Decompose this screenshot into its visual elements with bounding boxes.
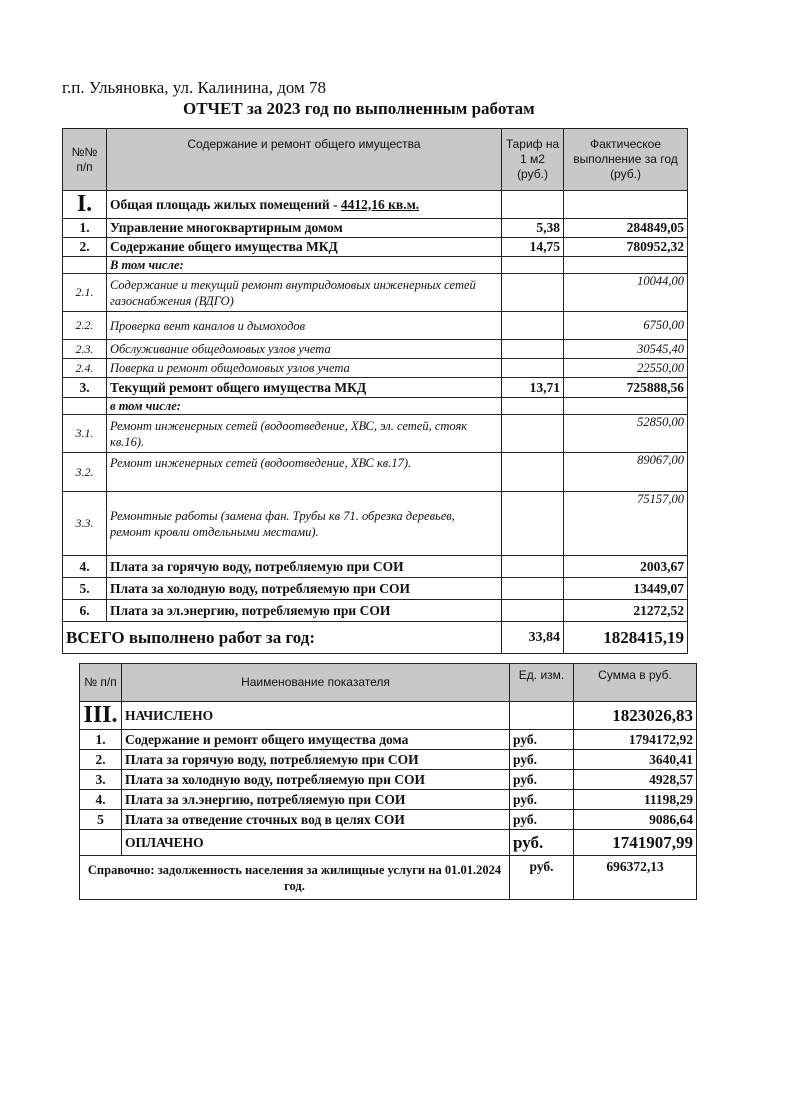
col-name-header: Наименование показателя bbox=[122, 664, 510, 702]
table-row: 2.2. Проверка вент каналов и дымоходов 6750,00 bbox=[63, 312, 688, 340]
col-num-header: №№ п/п bbox=[63, 129, 107, 191]
col-actual-header: Фактическое выполнение за год (руб.) bbox=[564, 129, 688, 191]
section-i-row bbox=[63, 191, 688, 219]
table-row: 2. Содержание общего имущества МКД 14,75 780952,32 bbox=[63, 238, 688, 257]
section-number: I. bbox=[63, 191, 107, 219]
table-row: 6. Плата за эл.энергию, потребляемую при СОИ 21272,52 bbox=[63, 600, 688, 622]
table-row: 1. Содержание и ремонт общего имущества дома руб. 1794172,92 bbox=[80, 730, 697, 750]
table-row: 2.3. Обслуживание общедомовых узлов учета 30545,40 bbox=[63, 340, 688, 359]
charges-table-header bbox=[80, 664, 697, 702]
table-row: 1. Управление многоквартирным домом 5,38 284849,05 bbox=[63, 219, 688, 238]
works-table-header bbox=[63, 129, 688, 191]
table-row: 2. Плата за горячую воду, потребляемую при СОИ руб. 3640,41 bbox=[80, 750, 697, 770]
total-row bbox=[63, 622, 688, 654]
table-row: 2.4. Поверка и ремонт общедомовых узлов учета 22550,00 bbox=[63, 359, 688, 378]
table-row: 3.1. Ремонт инженерных сетей (водоотведение, ХВС, эл. сетей, стояк кв.16). 52850,00 bbox=[63, 415, 688, 453]
col-tariff-header: Тариф на 1 м2 (руб.) bbox=[502, 129, 564, 191]
table-row: 2.1. Содержание и текущий ремонт внутридомовых инженерных сетей газоснабжения (ВДГО) 10044,00 bbox=[63, 274, 688, 312]
table-row: 3. Текущий ремонт общего имущества МКД 13,71 725888,56 bbox=[63, 378, 688, 398]
charges-table bbox=[79, 663, 697, 900]
address-line: г.п. Ульяновка, ул. Калинина, дом 78 bbox=[62, 78, 327, 97]
table-row: 5. Плата за холодную воду, потребляемую при СОИ 13449,07 bbox=[63, 578, 688, 600]
table-row: 4. Плата за эл.энергию, потребляемую при СОИ руб. 11198,29 bbox=[80, 790, 697, 810]
total-label: ВСЕГО выполнено работ за год: bbox=[63, 622, 502, 654]
col-num-header: № п/п bbox=[80, 664, 122, 702]
paid-row: ОПЛАЧЕНО руб. 1741907,99 bbox=[80, 830, 697, 856]
debt-note: Справочно: задолженность населения за жилищные услуги на 01.01.2024 год. bbox=[80, 856, 510, 900]
table-row: 3.3. Ремонтные работы (замена фан. Трубы кв 71. обрезка деревьев, ремонт кровли отдельными местами). 75157,00 bbox=[63, 492, 688, 556]
including-row: В том числе: bbox=[63, 257, 688, 274]
col-name-header: Содержание и ремонт общего имущества bbox=[107, 129, 502, 191]
including-row: в том числе: bbox=[63, 398, 688, 415]
col-unit-header: Ед. изм. bbox=[510, 664, 574, 702]
col-sum-header: Сумма в руб. bbox=[574, 664, 697, 702]
works-table bbox=[62, 128, 688, 654]
debt-note-row: Справочно: задолженность населения за жилищные услуги на 01.01.2024 год. руб. 696372,13 bbox=[80, 856, 697, 900]
section-label: Общая площадь жилых помещений - 4412,16 кв.м. bbox=[107, 191, 502, 219]
total-tariff: 33,84 bbox=[502, 622, 564, 654]
table-row: 4. Плата за горячую воду, потребляемую при СОИ 2003,67 bbox=[63, 556, 688, 578]
report-title: ОТЧЕТ за 2023 год по выполненным работам bbox=[183, 99, 535, 118]
table-row: 3.2. Ремонт инженерных сетей (водоотведение, ХВС кв.17). 89067,00 bbox=[63, 453, 688, 492]
section-iii-row: III. НАЧИСЛЕНО 1823026,83 bbox=[80, 702, 697, 730]
total-value: 1828415,19 bbox=[564, 622, 688, 654]
table-row: 5 Плата за отведение сточных вод в целях СОИ руб. 9086,64 bbox=[80, 810, 697, 830]
table-row: 3. Плата за холодную воду, потребляемую при СОИ руб. 4928,57 bbox=[80, 770, 697, 790]
debt-value: 696372,13 bbox=[574, 856, 697, 900]
